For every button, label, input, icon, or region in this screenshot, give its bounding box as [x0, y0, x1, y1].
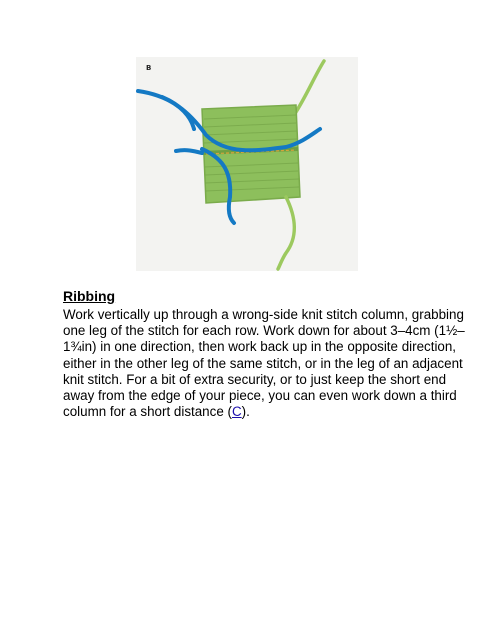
last-line-text: column for a short distance (: [63, 404, 232, 420]
paragraph-line: 1¾in) in one direction, then work back up in the opposite direction,: [63, 339, 457, 355]
section-paragraph: [63, 307, 465, 420]
paragraph-line: one leg of the stitch for each row. Work down for about 3–4cm (1½–: [63, 323, 465, 339]
section-heading: Ribbing: [63, 288, 116, 304]
paragraph-last-line: [63, 404, 443, 420]
last-line-end: ).: [241, 404, 250, 420]
paragraph-line: Work vertically up through a wrong-side knit stitch column, grabbing: [63, 307, 464, 322]
paragraph-line: knit stitch. For a bit of extra security, or to just keep the short end: [63, 371, 447, 387]
paragraph-line: either in the other leg of the same stitch, or in the leg of an adjacent: [63, 355, 463, 371]
figure-c-link[interactable]: C: [231, 404, 242, 420]
knitted-swatch-illustration: [136, 57, 358, 271]
figure-label: B: [146, 64, 152, 72]
knitting-photo: [136, 57, 358, 271]
paragraph-line: away from the edge of your piece, you can even work down a third: [63, 388, 457, 404]
